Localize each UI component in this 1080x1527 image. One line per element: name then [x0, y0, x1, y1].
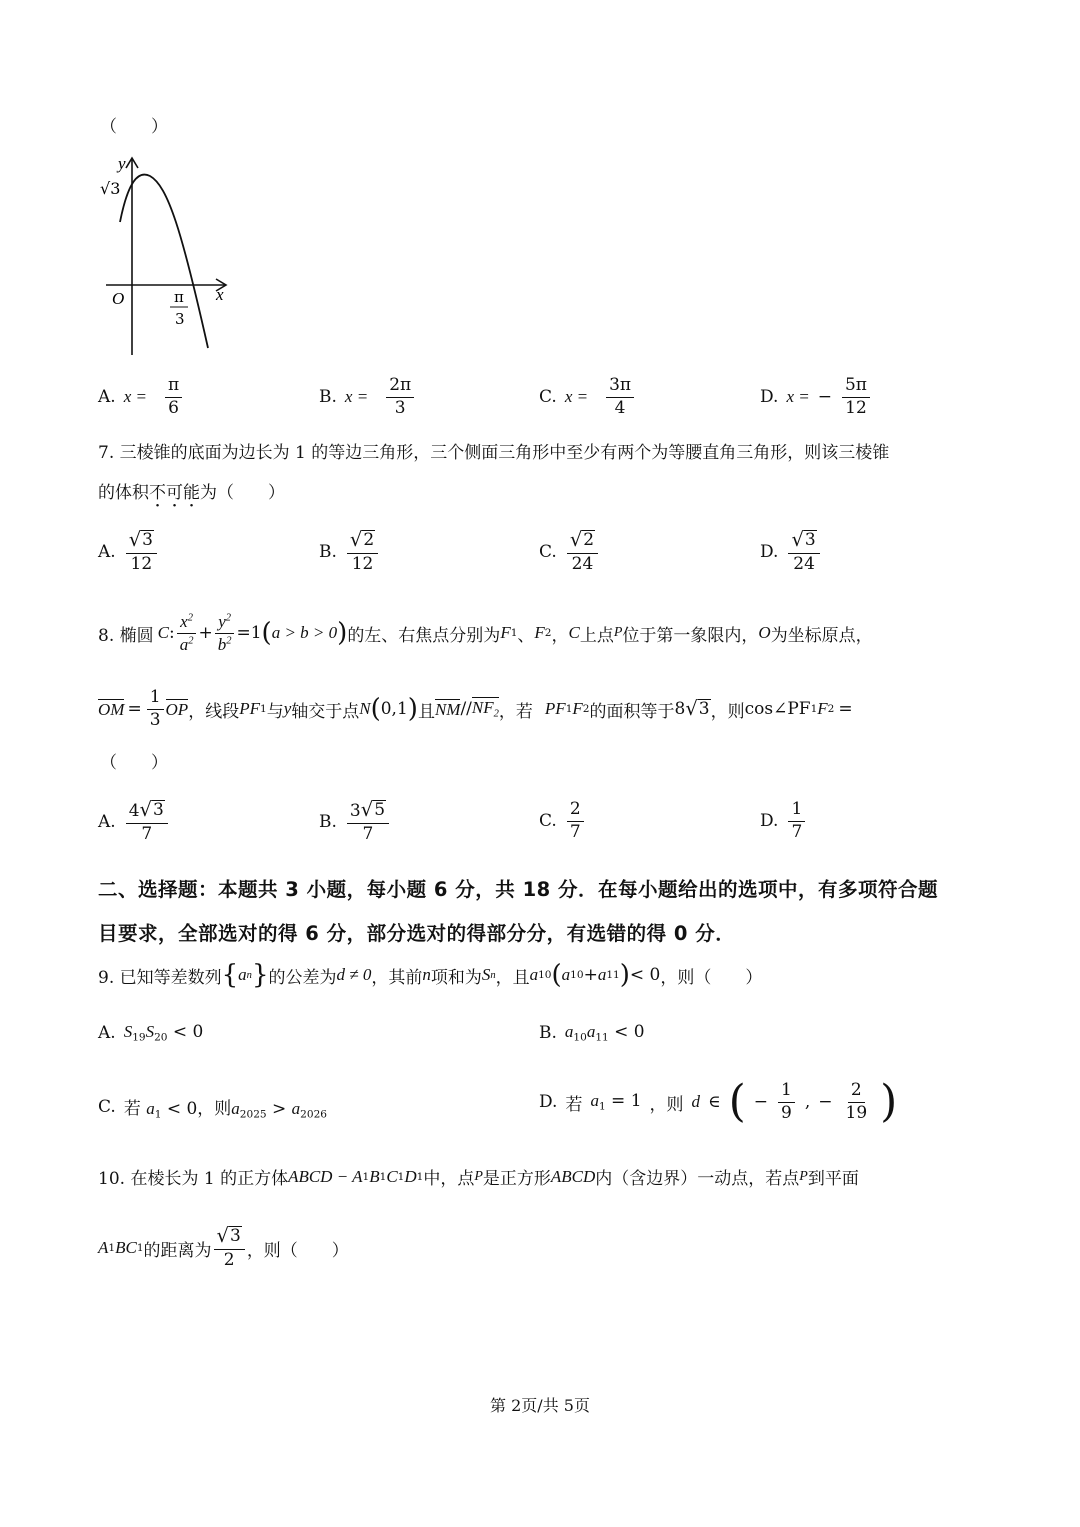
q7-stem-line2 [98, 478, 285, 503]
radicand: 5 [374, 800, 386, 820]
option-fraction [567, 530, 598, 574]
q6-option-b[interactable] [319, 376, 416, 418]
q8-stem-line1: 8. 椭圆 C : $\frac{x^2}{a^2}$ + $\frac{y^2}{b^2}$ =1 ( a > b > 0 ) 的左、右焦点分别为 F 1 、 F 2 ， C 上点 P 位于第一象限内， O 为坐标原点， [98, 612, 873, 654]
q9-var: S [123, 1022, 133, 1041]
q8-text: = [127, 699, 142, 720]
q6-option-d[interactable] [760, 376, 872, 418]
var: NF [471, 698, 494, 718]
radicand: 3 [152, 800, 164, 820]
q9-sub: 19 [132, 1031, 146, 1044]
q9-sub: 10 [538, 969, 552, 981]
option-fraction [347, 530, 378, 574]
radicand: 3 [698, 699, 710, 720]
q8-option-b[interactable] [319, 800, 391, 844]
frac-num [215, 612, 234, 634]
q10-sub: 1 [397, 1170, 405, 1183]
frac-den: 19 [845, 1102, 868, 1123]
q9-text: ，则 [197, 1099, 232, 1119]
q10-stem-line2 [98, 1226, 349, 1270]
q9-text: 的公差为 [268, 967, 337, 988]
q8-area-coef: 8 [674, 699, 686, 720]
option-sign: − [817, 387, 832, 408]
option-fraction [386, 376, 414, 418]
option-label: A. [98, 1022, 116, 1043]
q9-sub: 11 [606, 969, 620, 981]
frac-den: 7 [569, 821, 581, 842]
frac-num: 1 [788, 800, 805, 822]
q7-option-b[interactable] [319, 530, 380, 574]
q10-text: 内（含边界）一动点，若点 [595, 1169, 800, 1189]
frac-den: 7 [791, 821, 803, 842]
q8-text: 轴交于点 [291, 701, 360, 722]
q10-var: B [369, 1166, 380, 1186]
q9-d: d ≠ 0 [336, 965, 372, 984]
q9-var: n [422, 965, 431, 984]
q9-sub: 11 [595, 1031, 609, 1044]
q8-text: 与 [266, 701, 284, 722]
option-fraction [567, 800, 584, 842]
q8-text: 为坐标原点， [770, 625, 873, 646]
option-fraction [788, 530, 819, 574]
q8-var: PF [239, 699, 260, 719]
q10-sub: 1 [362, 1170, 370, 1183]
radicand: 3 [229, 1226, 241, 1246]
frac-den: 24 [793, 553, 815, 574]
option-label: C. [539, 542, 557, 563]
vector-nf2: $NF_2$ [471, 698, 499, 721]
q9-op: < 0 [161, 1099, 198, 1119]
q10-var: BC [115, 1238, 137, 1258]
q6-graph [98, 152, 238, 362]
x2-over-a2 [177, 612, 197, 654]
q8-text: 的面积等于 [589, 701, 675, 722]
frac-num: 3 √ 5 [347, 800, 389, 824]
option-label: D. [760, 542, 779, 563]
q9-text: 若 [565, 1094, 583, 1115]
section2-heading-line1: 二、选择题：本题共 3 小题，每小题 6 分，共 18 分．在每小题给出的选项中，有多项符合题 [98, 878, 939, 901]
q8-condition: a > b > 0 [271, 623, 338, 643]
frac-den [177, 634, 197, 655]
x-tick-num: π [174, 288, 184, 306]
q8-text: 的左、右焦点分别为 [347, 625, 501, 646]
option-label: C. [539, 811, 557, 832]
option-lhs: x = [786, 387, 810, 407]
q9-sub: n [246, 969, 252, 981]
q9-op: ∈ [708, 1092, 721, 1112]
frac-den: 4 [614, 397, 626, 418]
option-label: A. [98, 812, 116, 833]
var: a [179, 634, 189, 654]
q9-option-d[interactable]: D. 若 $a_1 = 1$ ，则 d ∈ ( − $\frac{1}{9}$ , − $\frac{2}{19}$ ) [539, 1076, 898, 1127]
q8-text: ，线段 [188, 701, 240, 722]
q9-text: ，且 [495, 967, 530, 988]
x-tick-den: 3 [175, 310, 185, 328]
q8-sub: 1 [259, 703, 267, 716]
frac-den: 12 [845, 397, 867, 418]
var: b [217, 634, 227, 654]
q8-var: y [283, 699, 292, 719]
section2-heading-line2: 目要求，全部选对的得 6 分，部分选对的得部分分，有选错的得 0 分． [98, 922, 736, 945]
q9-sub: 2026 [300, 1108, 327, 1121]
frac-num: √ 3 [214, 1226, 245, 1250]
option-label: D. [760, 387, 779, 408]
q8-text: =1 [236, 623, 262, 644]
exp: 2 [225, 612, 231, 624]
q10-sub: 1 [379, 1170, 387, 1183]
q8-text: 上点 [579, 625, 614, 646]
y-label: y [118, 154, 126, 173]
q10-sub: 1 [108, 1242, 116, 1255]
frac-2-19 [843, 1081, 871, 1123]
option-lhs: x = [123, 387, 147, 407]
frac-num: √ 3 [788, 530, 819, 554]
q10-text: 到平面 [807, 1169, 859, 1189]
option-lhs: x = [564, 387, 589, 407]
frac-num: 3π [606, 376, 634, 398]
q8-text: ， [551, 625, 569, 646]
q10-square: ABCD [550, 1166, 596, 1186]
frac-den: 3 [149, 709, 161, 730]
q8-option-d[interactable] [760, 800, 807, 842]
q9-var: a [586, 1022, 596, 1041]
q8-var-c: C [157, 623, 169, 643]
radicand: 3 [804, 530, 816, 550]
q10-cube: ABCD − A [288, 1166, 363, 1186]
frac-den [215, 634, 235, 655]
q10-var: P [474, 1168, 483, 1184]
frac-num: 2π [386, 376, 414, 398]
q9-text: ，其前 [371, 967, 423, 988]
q6-option-c[interactable] [539, 376, 636, 418]
q7-stem-line1: 7. 三棱锥的底面为边长为 1 的等边三角形，三个侧面三角形中至少有两个为等腰直角三角形，则该三棱锥 [98, 443, 890, 463]
q10-text: 的距离为 [143, 1240, 212, 1261]
q9-op: < 0 [167, 1022, 204, 1042]
sine-curve [120, 175, 208, 348]
coef: 4 [128, 801, 140, 822]
q8-var: PF [544, 699, 566, 719]
origin-label: O [112, 289, 125, 308]
frac-num: 1 [778, 1081, 795, 1103]
q8-cos: cos∠PF [744, 699, 811, 720]
q10-var: A [98, 1238, 109, 1258]
frac-num: 1 [147, 688, 164, 710]
q10-stem-line1 [98, 1164, 859, 1189]
q7-option-c[interactable] [539, 530, 600, 574]
option-label: B. [539, 1022, 557, 1043]
option-label: C. [98, 1097, 116, 1118]
q9-op: − [753, 1092, 769, 1112]
q9-sub: 1 [154, 1108, 162, 1121]
q7-emphasis: 能 [183, 483, 200, 503]
q8-text: 8. 椭圆 [98, 625, 154, 646]
q8-text: 且 [417, 701, 435, 722]
vector-nm: NM [434, 699, 461, 719]
q8-sub: 1 [810, 703, 818, 716]
option-fraction [165, 376, 182, 418]
radicand: 3 [142, 530, 153, 550]
exp: 2 [188, 635, 194, 647]
q9-text: 9. 已知等差数列 [98, 967, 222, 988]
q9-sub: 20 [154, 1031, 168, 1044]
frac-den: 2 [223, 1249, 235, 1270]
frac-num [177, 612, 196, 634]
option-label: B. [319, 812, 337, 833]
q9-var: a [146, 1099, 155, 1118]
sqrt3-over-2 [214, 1226, 245, 1270]
exp: 2 [226, 635, 232, 647]
vector-om: OM [98, 699, 125, 719]
vector-op: OP [165, 699, 189, 719]
radicand: 2 [583, 530, 595, 550]
q9-var: a [529, 965, 539, 984]
y-tick-label: √3 [100, 179, 121, 198]
one-third [147, 688, 164, 730]
option-label: A. [98, 542, 116, 563]
q8-text: 位于第一象限内， [622, 625, 759, 646]
q8-text: 、 [517, 625, 535, 646]
q9-option-a[interactable] [98, 1022, 203, 1044]
option-fraction [126, 530, 157, 574]
q7-text: 的体积 [98, 483, 149, 503]
exp: 2 [187, 612, 193, 624]
q9-text: ，则 [649, 1094, 684, 1115]
option-label: D. [539, 1092, 558, 1112]
frac-num: 2 [567, 800, 584, 822]
option-lhs: x = [344, 387, 369, 407]
radicand: 2 [363, 530, 375, 550]
q9-sub: 2025 [239, 1108, 267, 1121]
q6-option-a[interactable] [98, 376, 184, 418]
frac-den: 7 [362, 823, 374, 844]
q8-text: : [168, 623, 175, 644]
q8-text: ，若 [498, 701, 533, 722]
q7-text: 为（ ） [200, 483, 285, 503]
q9-stem: 9. 已知等差数列 { a n } 的公差为 d ≠ 0 ，其前 n 项和为 S n ，且 a 10 ( a 10 + a 11 ) < 0 ，则（ ） [98, 960, 763, 990]
q10-text: 是正方形 [482, 1169, 551, 1189]
q9-var: a [564, 1022, 574, 1041]
q8-option-c[interactable] [539, 800, 586, 842]
frac-num: √ 2 [347, 530, 378, 554]
q8-paren: （ ） [100, 753, 168, 773]
option-fraction [347, 800, 389, 844]
q9-var: S [481, 965, 491, 984]
frac-den: 7 [141, 823, 153, 844]
q8-option-a[interactable] [98, 800, 170, 844]
q10-var: D [404, 1166, 417, 1186]
page-number: 第 2页/共 5页 [490, 1396, 590, 1415]
q6-paren: （ ） [100, 117, 168, 137]
q9-sub: 10 [570, 969, 584, 981]
frac-den: 6 [168, 397, 179, 418]
q9-option-c[interactable] [98, 1094, 327, 1121]
var: x [180, 612, 188, 631]
frac-den: 3 [394, 397, 406, 418]
q9-text: ，则（ ） [660, 967, 763, 988]
q8-text: // [460, 699, 472, 720]
q9-var: a [597, 965, 607, 984]
q8-var: C [568, 623, 580, 643]
q9-op: − [818, 1092, 833, 1112]
q8-text: = [838, 699, 853, 720]
option-fraction [788, 800, 805, 842]
q8-var: N [359, 699, 371, 719]
q10-var: C [386, 1166, 398, 1186]
q9-sub: 1 [598, 1100, 606, 1113]
q9-text: 项和为 [430, 967, 482, 988]
q9-var: a [590, 1091, 599, 1111]
q8-sub: 1 [510, 627, 518, 640]
q9-var: a [561, 965, 571, 984]
q9-op: < 0 [608, 1022, 645, 1042]
frac-1-9 [778, 1081, 795, 1123]
frac-num: 5π [842, 376, 870, 398]
q7-emphasis: 不 [149, 483, 166, 503]
q9-var: a [238, 965, 247, 984]
q8-stem-line2: OM = $\frac{1}{3}$ OP ，线段 PF 1 与 y 轴交于点 N ( 0,1 ) 且 NM // $NF_2$ ，若 PF 1 F 2 的面积等于 8 √ 3 ，则 cos∠PF 1 F 2 = [98, 687, 853, 730]
option-label: D. [760, 811, 779, 832]
frac-num: 2 [848, 1081, 865, 1103]
q9-op: < 0 [629, 965, 661, 985]
frac-num: √ 2 [567, 530, 598, 554]
q8-sub: 1 [565, 703, 573, 716]
q8-var: F [500, 623, 511, 643]
frac-den: 9 [781, 1102, 792, 1123]
option-label: C. [539, 387, 557, 408]
q7-option-d[interactable] [760, 530, 822, 574]
q9-var: a [231, 1099, 240, 1118]
frac-den: 12 [130, 553, 153, 574]
q9-op: > [266, 1099, 292, 1119]
q9-var: S [145, 1022, 155, 1041]
frac-num: 4 √ 3 [126, 800, 168, 824]
q8-text: ，则 [710, 701, 745, 722]
option-label: B. [319, 387, 337, 408]
q9-op: + [583, 965, 598, 985]
q9-option-b[interactable] [539, 1022, 645, 1044]
q9-op: , [804, 1092, 811, 1112]
q8-coord: 0,1 [380, 699, 408, 720]
frac-num: π [165, 376, 182, 398]
q9-text: 若 [123, 1099, 141, 1119]
x-label: x [216, 285, 224, 304]
y2-over-b2 [215, 612, 235, 654]
frac-num: √ 3 [126, 530, 157, 554]
q7-option-a[interactable] [98, 530, 159, 574]
option-label: B. [319, 542, 337, 563]
var: y [218, 612, 226, 631]
q10-sub: 1 [416, 1170, 424, 1183]
option-fraction [606, 376, 634, 418]
option-fraction [126, 800, 168, 844]
q10-text: 10. 在棱长为 1 的正方体 [98, 1169, 289, 1189]
q10-text: ，则（ ） [246, 1240, 349, 1261]
q8-var: O [758, 623, 771, 643]
frac-den: 24 [571, 553, 594, 574]
q9-op: = 1 [605, 1091, 642, 1112]
q10-sub: 1 [136, 1242, 144, 1255]
option-fraction [842, 376, 870, 418]
q7-emphasis: 可 [166, 483, 183, 503]
coef: 3 [349, 801, 361, 822]
q8-var: P [613, 625, 623, 641]
q9-sub: n [490, 969, 496, 981]
q9-var: a [291, 1099, 301, 1118]
q10-text: 中，点 [423, 1169, 475, 1189]
q10-var: P [799, 1168, 808, 1184]
q8-var: F [534, 623, 545, 643]
frac-den: 12 [351, 553, 374, 574]
option-label: A. [98, 387, 116, 408]
q9-sub: 10 [573, 1031, 587, 1044]
